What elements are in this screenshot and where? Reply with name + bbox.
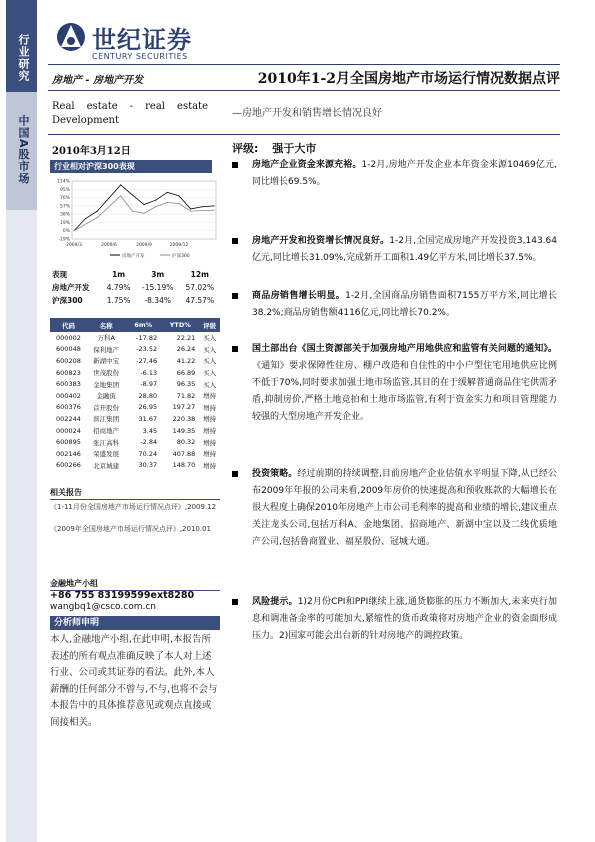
company-logo <box>56 20 216 64</box>
stock-cell: 买入 <box>203 345 217 354</box>
bullet-capital <box>232 157 557 191</box>
chart-y-tick: 0% <box>62 229 70 235</box>
logo-text-en: CENTURY SECURITIES <box>92 52 188 61</box>
stock-header-cell: YTD% <box>161 318 199 332</box>
side-label-research: 行业研究 <box>17 34 30 82</box>
chart-point <box>97 211 98 212</box>
bullet-policy <box>232 341 557 426</box>
bullet-heading: 投资策略。 <box>252 469 298 479</box>
stock-cell: 30.37 <box>138 461 158 470</box>
stock-row <box>50 378 220 390</box>
chart-y-tick: 57% <box>59 204 70 210</box>
stock-cell: 张江高科 <box>93 438 120 447</box>
rating-label: 评级: <box>232 142 259 155</box>
stock-cell: 41.22 <box>176 356 196 365</box>
chart-point <box>179 195 180 196</box>
chart-y-tick: 76% <box>59 196 70 202</box>
stock-header-cell: 6m% <box>125 318 161 332</box>
performance-row <box>50 281 220 294</box>
logo-text-cn: 世纪证券 <box>92 26 192 54</box>
stock-cell: 600895 <box>56 438 81 447</box>
chart-y-tick: 114% <box>57 179 70 185</box>
stock-table-header <box>50 318 220 332</box>
stock-row <box>50 332 220 344</box>
chart-point <box>202 206 203 207</box>
chart-point <box>155 200 156 201</box>
bullet-marker-icon <box>232 346 238 352</box>
related-report-item: 《2009年全国房地产市场运行情况点评》,2010.01 <box>50 525 211 533</box>
performance-cell: 1.75% <box>106 296 131 305</box>
chart-y-tick: 19% <box>59 220 70 226</box>
stock-cell: 000002 <box>56 333 81 342</box>
bullet-text: 1-2月,全国完成房地产开发投资3,143.64亿元,同比增长31.09%,完成新开工面积1.49亿平方米,同比增长37.5%。 <box>252 236 557 263</box>
chart-point <box>74 230 75 231</box>
stock-row <box>50 436 220 448</box>
bullet-heading: 房地产企业资金来源充裕。 <box>252 160 362 170</box>
bullet-investment <box>232 233 557 267</box>
performance-label: 房地产开发 <box>52 283 90 292</box>
stock-cell: 滨江集团 <box>93 415 120 424</box>
stock-cell: 600048 <box>56 345 81 354</box>
stock-cell: 万科A <box>97 334 115 343</box>
stock-cell: 世茂股份 <box>93 369 120 378</box>
stock-cell: -8.97 <box>140 380 158 389</box>
bullet-text: 1-2月,全国商品房销售面积7155万平方米,同比增长38.2%;商品房销售额4116亿元,同比增长70.2%。 <box>252 291 557 318</box>
performance-header-cell: 1m <box>112 270 126 279</box>
chart-point <box>167 202 168 203</box>
stock-cell: 北京城建 <box>93 461 120 470</box>
performance-header-cell: 12m <box>190 270 209 279</box>
performance-header-row <box>50 268 220 281</box>
chart-frame <box>72 181 216 239</box>
stock-cell: -17.82 <box>136 333 158 342</box>
bullet-heading: 国土部出台《国土资源部关于加强房地产用地供应和监管有关问题的通知》。 <box>252 344 557 354</box>
stock-cell: 增持 <box>203 450 217 459</box>
stock-cell: 197.27 <box>172 403 196 412</box>
stock-cell: 3.45 <box>142 426 158 435</box>
chart-point <box>190 211 191 212</box>
stock-cell: 70.24 <box>138 449 158 458</box>
performance-cell: -8.34% <box>144 296 171 305</box>
stock-cell: 买入 <box>203 334 217 343</box>
stock-cell: 600823 <box>56 368 81 377</box>
stock-cell: 600376 <box>56 403 81 412</box>
stock-cell: 买入 <box>203 380 217 389</box>
stock-cell: 22.21 <box>176 333 196 342</box>
stock-row <box>50 413 220 425</box>
stock-cell: 金融街 <box>96 392 116 401</box>
performance-label: 沪深300 <box>52 296 83 305</box>
related-reports-header: 相关报告 <box>50 487 220 500</box>
logo-mark-icon <box>56 22 86 52</box>
stock-row <box>50 390 220 402</box>
stock-cell: 31.67 <box>138 414 158 423</box>
stock-cell: 新湖中宝 <box>93 357 120 366</box>
stock-cell: -2.84 <box>140 438 158 447</box>
stock-cell: 600266 <box>56 461 81 470</box>
stock-row <box>50 355 220 367</box>
chart-x-tick: 2009/6 <box>101 243 117 248</box>
bullet-text: 1)2月份CPI和PPI继续上涨,通货膨胀的压力不断加大,未来央行加息和调准备金率的可能加大,紧缩性的货币政策将对房地产企业的资金面形成压力。2)国家可能会出台新的针对房地产的调控政策。 <box>252 597 557 641</box>
stock-cell: 148.70 <box>172 461 196 470</box>
analyst-statement: 本人,金融地产小组,在此申明,本报告所表述的所有观点准确反映了本人对上述行业、公司或其证券的看法。此外,本人薪酬的任何部分不曾与,不与,也将不会与本报告中的具体推荐意见或观点直接或间接相关。 <box>50 634 218 728</box>
chart-legend-label: 沪深300 <box>172 254 190 259</box>
side-label-market: 中国A股市场 <box>17 115 30 185</box>
chart-point <box>132 211 133 212</box>
stock-cell: -27.46 <box>136 356 158 365</box>
report-date: 2010年3月12日 <box>52 146 131 157</box>
stock-cell: 71.82 <box>176 391 196 400</box>
stock-cell: 26.95 <box>138 403 158 412</box>
stock-cell: 600208 <box>56 356 81 365</box>
stock-header-cell: 代码 <box>50 318 87 332</box>
header-rule <box>48 64 560 65</box>
performance-table <box>50 268 220 307</box>
chart-point <box>179 203 180 204</box>
stock-cell: 荣盛发展 <box>93 450 120 459</box>
stock-header-cell: 评级 <box>199 318 220 332</box>
stock-cell: 220.38 <box>172 414 196 423</box>
industry-en: Real estate - real estate Development <box>52 101 208 126</box>
stock-cell: 002244 <box>56 414 81 423</box>
chart-point <box>144 213 145 214</box>
stock-cell: 80.32 <box>176 438 196 447</box>
contact-email: wangbq1@csco.com.cn <box>50 602 156 612</box>
report-subtitle: —房地产开发和销售增长情况良好 <box>232 108 382 119</box>
bullet-marker-icon <box>232 238 238 244</box>
bullet-marker-icon <box>232 162 238 168</box>
date-rule <box>48 134 560 135</box>
chart-point <box>97 217 98 218</box>
stock-header-cell: 名称 <box>87 318 126 332</box>
chart-x-tick: 2009/9 <box>136 243 152 248</box>
chart-point <box>214 205 215 206</box>
bullet-text: 经过前期的持续调整,目前房地产企业估值水平明显下降,从已经公布2009年年报的公司来看,2009年房价的快速提高和预收账款的大幅增长在很大程度上确保2010年房地产上市公司毛利率的提高和业绩的增长,建议重点关注龙头公司,包括万科A、金地集团、招商地产、新湖中宝以及二线优质地产公司,包括鲁商置业、福星股份、冠城大通。 <box>252 469 557 547</box>
chart-y-tick: 38% <box>59 212 70 218</box>
analyst-statement-header: 分析师申明 <box>50 616 220 630</box>
stock-cell: 96.35 <box>176 380 196 389</box>
stock-cell: 增持 <box>203 392 217 401</box>
stock-cell: 149.35 <box>172 426 196 435</box>
stock-cell: -6.13 <box>140 368 158 377</box>
side-band <box>0 0 42 842</box>
rating-value: 强于大市 <box>272 142 317 155</box>
performance-cell: 47.57% <box>185 296 215 305</box>
stock-cell: 增持 <box>203 461 217 470</box>
chart-point <box>120 184 121 185</box>
chart-point <box>190 208 191 209</box>
chart-point <box>132 194 133 195</box>
contact-header: 金融地产小组 <box>50 578 220 591</box>
chart-point <box>144 204 145 205</box>
stock-row <box>50 448 220 460</box>
stock-cell: 增持 <box>203 403 217 412</box>
rating <box>232 140 316 156</box>
stock-row <box>50 460 220 472</box>
chart-x-tick: 2009/12 <box>169 243 189 248</box>
bullet-marker-icon <box>232 471 238 477</box>
performance-cell: -15.19% <box>142 283 174 292</box>
performance-header-cell: 表现 <box>52 270 67 279</box>
performance-row <box>50 294 220 307</box>
bullet-text: 《通知》要求保障性住房、棚户改造和自住性的中小户型住宅用地供应比例不低于70%,同时要求加强土地市场监管,其目的在于缓解普通商品住宅供需矛盾,抑制房价,严格土地竞拍和土地市场监管,有利于资金实力和项目管理能力较强的大型房地产开发企业。 <box>252 361 557 422</box>
stock-cell: 28.80 <box>138 391 158 400</box>
stock-cell: 首开股份 <box>93 403 120 412</box>
bullet-heading: 房地产开发和投资增长情况良好。 <box>252 236 390 246</box>
report-title: 2010年1-2月全国房地产市场运行情况数据点评 <box>257 71 560 87</box>
performance-chart <box>50 175 220 265</box>
related-report-item: 《1-11月份全国房地产市场运行情况点评》,2009.12 <box>50 503 217 511</box>
performance-cell: 57.02% <box>185 283 215 292</box>
chart-header: 行业相对沪深300表现 <box>50 160 212 173</box>
stock-row <box>50 402 220 414</box>
stock-cell: 金地集团 <box>93 380 120 389</box>
stock-cell: 66.89 <box>176 368 196 377</box>
stock-cell: 增持 <box>203 427 217 436</box>
stock-row <box>50 425 220 437</box>
industry-label: 房地产 - 房地产开发 <box>52 75 144 86</box>
stock-row <box>50 367 220 379</box>
chart-point <box>202 210 203 211</box>
stock-row <box>50 344 220 356</box>
bullet-marker-icon <box>232 293 238 299</box>
bullet-risk <box>232 594 557 645</box>
stock-cell: 000024 <box>56 426 81 435</box>
stock-cell: 600383 <box>56 380 81 389</box>
stock-cell: 26.24 <box>176 345 196 354</box>
bullet-heading: 风险提示。 <box>252 597 298 607</box>
contact-phone: +86 755 83199599ext8280 <box>50 590 195 601</box>
stock-cell: 增持 <box>203 438 217 447</box>
chart-point <box>85 224 86 225</box>
stock-cell: 买入 <box>203 369 217 378</box>
chart-point <box>109 206 110 207</box>
bullet-heading: 商品房销售增长明显。 <box>252 291 346 301</box>
chart-y-tick: -19% <box>58 237 70 243</box>
stock-cell: 002146 <box>56 449 81 458</box>
chart-point <box>120 195 121 196</box>
chart-point <box>85 218 86 219</box>
stock-cell: 增持 <box>203 415 217 424</box>
bullet-text: 1-2月,房地产开发企业本年资金来源10469亿元,同比增长69.5%。 <box>252 160 557 187</box>
chart-legend-label: 房地产开发 <box>122 254 145 259</box>
stock-cell: -23.52 <box>136 345 158 354</box>
bullet-marker-icon <box>232 599 238 605</box>
stock-cell: 买入 <box>203 357 217 366</box>
chart-point <box>214 210 215 211</box>
chart-point <box>167 192 168 193</box>
stock-cell: 000402 <box>56 391 81 400</box>
performance-header-cell: 3m <box>151 270 165 279</box>
bullet-strategy <box>232 466 557 551</box>
side-band-bottom <box>6 210 37 842</box>
chart-y-tick: 95% <box>59 187 70 193</box>
stock-cell: 407.88 <box>172 449 196 458</box>
chart-x-tick: 2009/3 <box>66 243 82 248</box>
chart-point <box>109 198 110 199</box>
performance-cell: 4.79% <box>106 283 131 292</box>
title-rule <box>48 90 560 91</box>
chart-series-line <box>74 185 214 231</box>
bullet-sales <box>232 288 557 322</box>
chart-point <box>155 206 156 207</box>
stock-cell: 招商地产 <box>93 427 120 436</box>
stock-table <box>50 318 220 471</box>
stock-cell: 保利地产 <box>93 345 120 354</box>
